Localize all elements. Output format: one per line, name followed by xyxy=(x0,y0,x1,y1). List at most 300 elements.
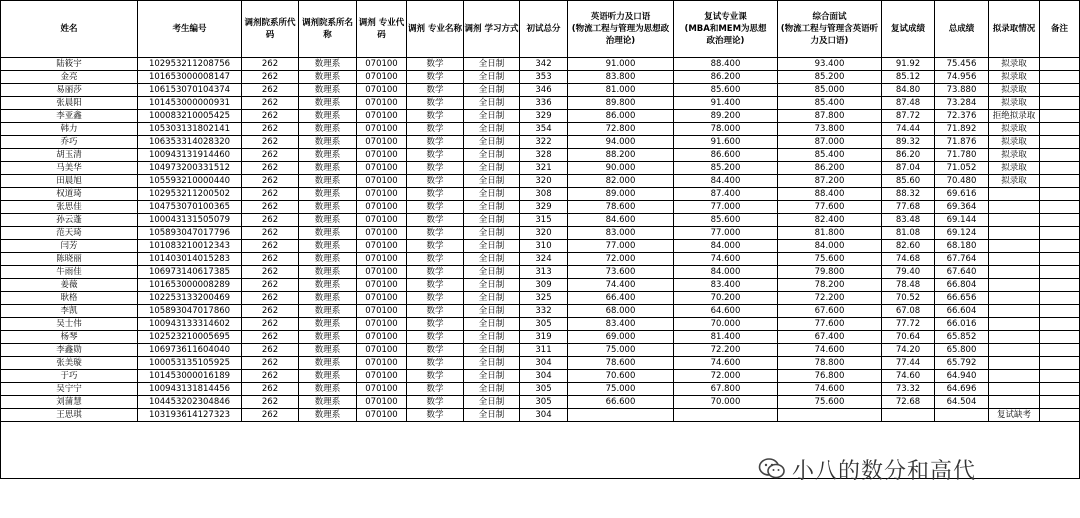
table-row xyxy=(1,188,1080,201)
table-row xyxy=(1,305,1080,318)
cell-remark xyxy=(1040,84,1080,97)
cell-interview: 77.600 xyxy=(778,201,882,214)
cell-major-code: 070100 xyxy=(357,162,407,175)
cell-remark xyxy=(1040,240,1080,253)
cell-prelim-total: 321 xyxy=(520,162,568,175)
cell-retest-score: 83.48 xyxy=(882,214,935,227)
cell-interview xyxy=(778,409,882,422)
cell-study-mode: 全日制 xyxy=(464,188,520,201)
cell-name: 易丽莎 xyxy=(1,84,138,97)
cell-prelim-total: 304 xyxy=(520,357,568,370)
cell-study-mode: 全日制 xyxy=(464,97,520,110)
cell-study-mode: 全日制 xyxy=(464,383,520,396)
table-row xyxy=(1,331,1080,344)
cell-total: 67.640 xyxy=(935,266,989,279)
cell-major-code: 070100 xyxy=(357,383,407,396)
cell-retest-course: 77.000 xyxy=(674,201,778,214)
cell-interview: 72.200 xyxy=(778,292,882,305)
cell-major-name: 数学 xyxy=(407,305,464,318)
cell-total: 67.764 xyxy=(935,253,989,266)
cell-name: 陈晓丽 xyxy=(1,253,138,266)
cell-exam-id: 106153070104374 xyxy=(138,84,242,97)
cell-exam-id: 106973611604040 xyxy=(138,344,242,357)
cell-retest-score: 81.08 xyxy=(882,227,935,240)
cell-major-name: 数学 xyxy=(407,240,464,253)
cell-remark xyxy=(1040,110,1080,123)
cell-admission: 拟录取 xyxy=(989,97,1040,110)
cell-major-code: 070100 xyxy=(357,58,407,71)
cell-english: 78.600 xyxy=(568,201,674,214)
cell-study-mode: 全日制 xyxy=(464,279,520,292)
cell-prelim-total: 305 xyxy=(520,318,568,331)
cell-retest-score: 85.12 xyxy=(882,71,935,84)
cell-admission: 拟录取 xyxy=(989,58,1040,71)
cell-remark xyxy=(1040,162,1080,175)
cell-dept-code: 262 xyxy=(242,136,299,149)
table-row xyxy=(1,227,1080,240)
cell-remark xyxy=(1040,97,1080,110)
cell-english: 72.000 xyxy=(568,253,674,266)
cell-name: 胡玉清 xyxy=(1,149,138,162)
cell-dept-name: 数理系 xyxy=(299,188,357,201)
col-header-dept-code: 调剂院系所代码 xyxy=(242,1,299,58)
cell-total: 69.124 xyxy=(935,227,989,240)
cell-study-mode: 全日制 xyxy=(464,344,520,357)
cell-retest-course: 84.000 xyxy=(674,266,778,279)
cell-total: 66.656 xyxy=(935,292,989,305)
cell-major-name: 数学 xyxy=(407,58,464,71)
cell-exam-id: 102523210005695 xyxy=(138,331,242,344)
cell-retest-score: 72.68 xyxy=(882,396,935,409)
table-row xyxy=(1,136,1080,149)
cell-study-mode: 全日制 xyxy=(464,149,520,162)
col-header-exam-id: 考生编号 xyxy=(138,1,242,58)
cell-interview: 85.400 xyxy=(778,149,882,162)
cell-study-mode: 全日制 xyxy=(464,266,520,279)
cell-dept-name: 数理系 xyxy=(299,227,357,240)
cell-retest-course: 70.000 xyxy=(674,396,778,409)
cell-exam-id: 100043131505079 xyxy=(138,214,242,227)
cell-major-code: 070100 xyxy=(357,292,407,305)
cell-prelim-total: 320 xyxy=(520,175,568,188)
cell-retest-course: 85.200 xyxy=(674,162,778,175)
cell-study-mode: 全日制 xyxy=(464,292,520,305)
cell-prelim-total: 329 xyxy=(520,201,568,214)
cell-major-name: 数学 xyxy=(407,123,464,136)
cell-retest-course: 84.000 xyxy=(674,240,778,253)
table-row xyxy=(1,84,1080,97)
cell-dept-name: 数理系 xyxy=(299,149,357,162)
table-row xyxy=(1,279,1080,292)
cell-retest-course: 91.400 xyxy=(674,97,778,110)
cell-remark xyxy=(1040,188,1080,201)
cell-name: 杨琴 xyxy=(1,331,138,344)
cell-study-mode: 全日制 xyxy=(464,357,520,370)
cell-major-code: 070100 xyxy=(357,305,407,318)
cell-admission xyxy=(989,240,1040,253)
cell-english: 83.400 xyxy=(568,318,674,331)
cell-major-name: 数学 xyxy=(407,370,464,383)
cell-major-code: 070100 xyxy=(357,396,407,409)
cell-english: 86.000 xyxy=(568,110,674,123)
cell-admission xyxy=(989,344,1040,357)
cell-exam-id: 100943133314602 xyxy=(138,318,242,331)
cell-major-code: 070100 xyxy=(357,240,407,253)
cell-name: 马美华 xyxy=(1,162,138,175)
col-header-total: 总成绩 xyxy=(935,1,989,58)
cell-remark xyxy=(1040,71,1080,84)
cell-interview: 82.400 xyxy=(778,214,882,227)
cell-name: 张晨阳 xyxy=(1,97,138,110)
cell-remark xyxy=(1040,305,1080,318)
cell-major-name: 数学 xyxy=(407,214,464,227)
cell-english: 83.000 xyxy=(568,227,674,240)
cell-dept-code: 262 xyxy=(242,84,299,97)
cell-study-mode: 全日制 xyxy=(464,136,520,149)
cell-exam-id: 105303131802141 xyxy=(138,123,242,136)
cell-interview: 87.800 xyxy=(778,110,882,123)
cell-interview: 78.800 xyxy=(778,357,882,370)
cell-dept-code: 262 xyxy=(242,318,299,331)
cell-retest-score: 70.52 xyxy=(882,292,935,305)
cell-major-name: 数学 xyxy=(407,396,464,409)
cell-name: 金亮 xyxy=(1,71,138,84)
cell-retest-score: 77.72 xyxy=(882,318,935,331)
cell-admission: 拟录取 xyxy=(989,136,1040,149)
cell-study-mode: 全日制 xyxy=(464,253,520,266)
cell-english: 84.600 xyxy=(568,214,674,227)
cell-exam-id: 104753070100365 xyxy=(138,201,242,214)
cell-major-code: 070100 xyxy=(357,253,407,266)
cell-english: 72.800 xyxy=(568,123,674,136)
cell-name: 吴宁宁 xyxy=(1,383,138,396)
cell-name: 孙云蓬 xyxy=(1,214,138,227)
cell-total: 70.480 xyxy=(935,175,989,188)
cell-admission xyxy=(989,253,1040,266)
cell-interview: 85.000 xyxy=(778,84,882,97)
cell-prelim-total: 346 xyxy=(520,84,568,97)
cell-remark xyxy=(1040,136,1080,149)
cell-name: 陆筱宇 xyxy=(1,58,138,71)
cell-study-mode: 全日制 xyxy=(464,318,520,331)
cell-admission xyxy=(989,292,1040,305)
cell-dept-code: 262 xyxy=(242,97,299,110)
table-row xyxy=(1,344,1080,357)
cell-retest-score: 70.64 xyxy=(882,331,935,344)
cell-retest-score: 73.32 xyxy=(882,383,935,396)
cell-admission xyxy=(989,188,1040,201)
table-row xyxy=(1,396,1080,409)
cell-retest-course: 86.200 xyxy=(674,71,778,84)
cell-english: 89.000 xyxy=(568,188,674,201)
cell-interview: 67.600 xyxy=(778,305,882,318)
cell-major-code: 070100 xyxy=(357,136,407,149)
cell-retest-score: 78.48 xyxy=(882,279,935,292)
cell-interview: 87.200 xyxy=(778,175,882,188)
cell-exam-id: 101653000008289 xyxy=(138,279,242,292)
cell-study-mode: 全日制 xyxy=(464,123,520,136)
cell-remark xyxy=(1040,357,1080,370)
cell-dept-name: 数理系 xyxy=(299,175,357,188)
cell-admission xyxy=(989,266,1040,279)
cell-dept-code: 262 xyxy=(242,240,299,253)
cell-prelim-total: 320 xyxy=(520,227,568,240)
cell-name: 闫芳 xyxy=(1,240,138,253)
cell-dept-name: 数理系 xyxy=(299,279,357,292)
cell-interview: 85.400 xyxy=(778,97,882,110)
cell-exam-id: 105893047017796 xyxy=(138,227,242,240)
cell-major-name: 数学 xyxy=(407,227,464,240)
cell-english: 89.800 xyxy=(568,97,674,110)
cell-prelim-total: 342 xyxy=(520,58,568,71)
watermark-text: 小八的数分和高代 xyxy=(792,458,977,484)
col-header-study-mode: 调剂 学习方式 xyxy=(464,1,520,58)
cell-exam-id: 101453000000931 xyxy=(138,97,242,110)
cell-retest-score xyxy=(882,409,935,422)
cell-exam-id: 101653000008147 xyxy=(138,71,242,84)
cell-retest-course: 78.000 xyxy=(674,123,778,136)
cell-major-code: 070100 xyxy=(357,97,407,110)
cell-admission: 拟录取 xyxy=(989,175,1040,188)
cell-retest-course: 77.000 xyxy=(674,227,778,240)
cell-english: 69.000 xyxy=(568,331,674,344)
cell-dept-name: 数理系 xyxy=(299,383,357,396)
cell-name: 姜薇 xyxy=(1,279,138,292)
cell-dept-name: 数理系 xyxy=(299,123,357,136)
cell-remark xyxy=(1040,175,1080,188)
cell-english: 68.000 xyxy=(568,305,674,318)
cell-name: 韩力 xyxy=(1,123,138,136)
cell-dept-name: 数理系 xyxy=(299,253,357,266)
cell-retest-course: 89.200 xyxy=(674,110,778,123)
cell-remark xyxy=(1040,396,1080,409)
cell-exam-id: 106973140617385 xyxy=(138,266,242,279)
cell-dept-code: 262 xyxy=(242,383,299,396)
cell-dept-code: 262 xyxy=(242,110,299,123)
cell-retest-score: 85.60 xyxy=(882,175,935,188)
col-header-dept-name: 调剂院系所名称 xyxy=(299,1,357,58)
cell-exam-id: 105593210000440 xyxy=(138,175,242,188)
table-row xyxy=(1,266,1080,279)
cell-major-name: 数学 xyxy=(407,97,464,110)
table-row xyxy=(1,357,1080,370)
cell-dept-name: 数理系 xyxy=(299,110,357,123)
cell-name: 耿格 xyxy=(1,292,138,305)
cell-major-code: 070100 xyxy=(357,279,407,292)
cell-total: 71.876 xyxy=(935,136,989,149)
cell-retest-course: 85.600 xyxy=(674,214,778,227)
cell-total: 64.696 xyxy=(935,383,989,396)
table-row xyxy=(1,370,1080,383)
cell-dept-name: 数理系 xyxy=(299,396,357,409)
table-row xyxy=(1,58,1080,71)
cell-exam-id: 104973200331512 xyxy=(138,162,242,175)
cell-prelim-total: 332 xyxy=(520,305,568,318)
cell-dept-name: 数理系 xyxy=(299,357,357,370)
cell-exam-id: 100053135105925 xyxy=(138,357,242,370)
cell-retest-score: 88.32 xyxy=(882,188,935,201)
cell-dept-name: 数理系 xyxy=(299,214,357,227)
cell-retest-course xyxy=(674,409,778,422)
cell-interview: 75.600 xyxy=(778,396,882,409)
cell-admission xyxy=(989,305,1040,318)
cell-dept-code: 262 xyxy=(242,188,299,201)
table-row xyxy=(1,201,1080,214)
cell-retest-score: 91.92 xyxy=(882,58,935,71)
cell-retest-course: 74.600 xyxy=(674,253,778,266)
table-row xyxy=(1,240,1080,253)
cell-dept-name: 数理系 xyxy=(299,409,357,422)
cell-english: 74.400 xyxy=(568,279,674,292)
cell-name: 权道琦 xyxy=(1,188,138,201)
table-row xyxy=(1,318,1080,331)
cell-retest-course: 88.400 xyxy=(674,58,778,71)
cell-name: 李亚鑫 xyxy=(1,110,138,123)
cell-prelim-total: 309 xyxy=(520,279,568,292)
cell-dept-name: 数理系 xyxy=(299,71,357,84)
cell-total: 71.780 xyxy=(935,149,989,162)
cell-total: 69.144 xyxy=(935,214,989,227)
cell-interview: 84.000 xyxy=(778,240,882,253)
cell-retest-course: 70.200 xyxy=(674,292,778,305)
cell-name: 吴士伟 xyxy=(1,318,138,331)
cell-retest-course: 83.400 xyxy=(674,279,778,292)
cell-exam-id: 105893047017860 xyxy=(138,305,242,318)
cell-english: 94.000 xyxy=(568,136,674,149)
col-header-retest-score: 复试成绩 xyxy=(882,1,935,58)
cell-prelim-total: 324 xyxy=(520,253,568,266)
cell-prelim-total: 353 xyxy=(520,71,568,84)
col-header-interview: 综合面试 (物流工程与管理含英语听力及口语) xyxy=(778,1,882,58)
cell-remark xyxy=(1040,331,1080,344)
cell-dept-code: 262 xyxy=(242,227,299,240)
cell-total: 64.940 xyxy=(935,370,989,383)
cell-retest-course: 70.000 xyxy=(674,318,778,331)
cell-admission xyxy=(989,383,1040,396)
cell-major-code: 070100 xyxy=(357,84,407,97)
cell-interview: 78.200 xyxy=(778,279,882,292)
cell-dept-code: 262 xyxy=(242,71,299,84)
cell-total: 69.616 xyxy=(935,188,989,201)
cell-name: 张美璇 xyxy=(1,357,138,370)
cell-admission: 拟录取 xyxy=(989,149,1040,162)
cell-major-name: 数学 xyxy=(407,84,464,97)
col-header-major-name: 调剂 专业名称 xyxy=(407,1,464,58)
cell-prelim-total: 304 xyxy=(520,370,568,383)
cell-prelim-total: 329 xyxy=(520,110,568,123)
cell-interview: 93.400 xyxy=(778,58,882,71)
cell-english: 73.600 xyxy=(568,266,674,279)
cell-prelim-total: 313 xyxy=(520,266,568,279)
cell-major-name: 数学 xyxy=(407,318,464,331)
cell-admission xyxy=(989,279,1040,292)
cell-study-mode: 全日制 xyxy=(464,214,520,227)
cell-major-code: 070100 xyxy=(357,318,407,331)
cell-remark xyxy=(1040,370,1080,383)
cell-dept-name: 数理系 xyxy=(299,370,357,383)
table-row xyxy=(1,292,1080,305)
table-row xyxy=(1,97,1080,110)
cell-total: 72.376 xyxy=(935,110,989,123)
cell-interview: 73.800 xyxy=(778,123,882,136)
cell-total: 74.956 xyxy=(935,71,989,84)
cell-major-name: 数学 xyxy=(407,162,464,175)
cell-dept-code: 262 xyxy=(242,58,299,71)
cell-remark xyxy=(1040,123,1080,136)
cell-prelim-total: 336 xyxy=(520,97,568,110)
cell-interview: 74.600 xyxy=(778,344,882,357)
cell-total: 71.052 xyxy=(935,162,989,175)
cell-english: 83.800 xyxy=(568,71,674,84)
col-header-english: 英语听力及口语 (物流工程与管理为思想政治理论) xyxy=(568,1,674,58)
cell-study-mode: 全日制 xyxy=(464,227,520,240)
cell-interview: 77.600 xyxy=(778,318,882,331)
cell-major-code: 070100 xyxy=(357,266,407,279)
table-row xyxy=(1,383,1080,396)
cell-prelim-total: 304 xyxy=(520,409,568,422)
cell-major-name: 数学 xyxy=(407,331,464,344)
cell-retest-course: 72.200 xyxy=(674,344,778,357)
cell-total xyxy=(935,409,989,422)
cell-exam-id: 101083210012343 xyxy=(138,240,242,253)
cell-interview: 67.400 xyxy=(778,331,882,344)
cell-major-name: 数学 xyxy=(407,409,464,422)
cell-interview: 86.200 xyxy=(778,162,882,175)
cell-dept-code: 262 xyxy=(242,175,299,188)
cell-admission xyxy=(989,227,1040,240)
cell-exam-id: 103193614127323 xyxy=(138,409,242,422)
cell-name: 于巧 xyxy=(1,370,138,383)
cell-retest-course: 91.600 xyxy=(674,136,778,149)
cell-remark xyxy=(1040,214,1080,227)
col-header-major-code: 调剂 专业代码 xyxy=(357,1,407,58)
cell-prelim-total: 308 xyxy=(520,188,568,201)
cell-name: 李凯 xyxy=(1,305,138,318)
cell-name: 张思佳 xyxy=(1,201,138,214)
cell-major-name: 数学 xyxy=(407,383,464,396)
table-row xyxy=(1,162,1080,175)
cell-admission: 拟录取 xyxy=(989,162,1040,175)
table-row xyxy=(1,149,1080,162)
cell-study-mode: 全日制 xyxy=(464,240,520,253)
cell-remark xyxy=(1040,292,1080,305)
cell-interview: 81.800 xyxy=(778,227,882,240)
cell-retest-course: 74.600 xyxy=(674,357,778,370)
cell-total: 65.852 xyxy=(935,331,989,344)
cell-remark xyxy=(1040,266,1080,279)
cell-dept-code: 262 xyxy=(242,331,299,344)
cell-dept-code: 262 xyxy=(242,357,299,370)
cell-remark xyxy=(1040,58,1080,71)
cell-study-mode: 全日制 xyxy=(464,110,520,123)
cell-prelim-total: 319 xyxy=(520,331,568,344)
cell-major-name: 数学 xyxy=(407,292,464,305)
cell-total: 66.804 xyxy=(935,279,989,292)
cell-name: 李鑫勋 xyxy=(1,344,138,357)
table-body xyxy=(1,58,1080,479)
cell-retest-score: 79.40 xyxy=(882,266,935,279)
cell-dept-name: 数理系 xyxy=(299,331,357,344)
cell-exam-id: 104453202304846 xyxy=(138,396,242,409)
wechat-icon xyxy=(758,457,786,481)
cell-name: 田晨旭 xyxy=(1,175,138,188)
cell-remark xyxy=(1040,201,1080,214)
cell-admission xyxy=(989,331,1040,344)
cell-dept-code: 262 xyxy=(242,305,299,318)
cell-dept-name: 数理系 xyxy=(299,162,357,175)
cell-dept-code: 262 xyxy=(242,149,299,162)
cell-english: 77.000 xyxy=(568,240,674,253)
